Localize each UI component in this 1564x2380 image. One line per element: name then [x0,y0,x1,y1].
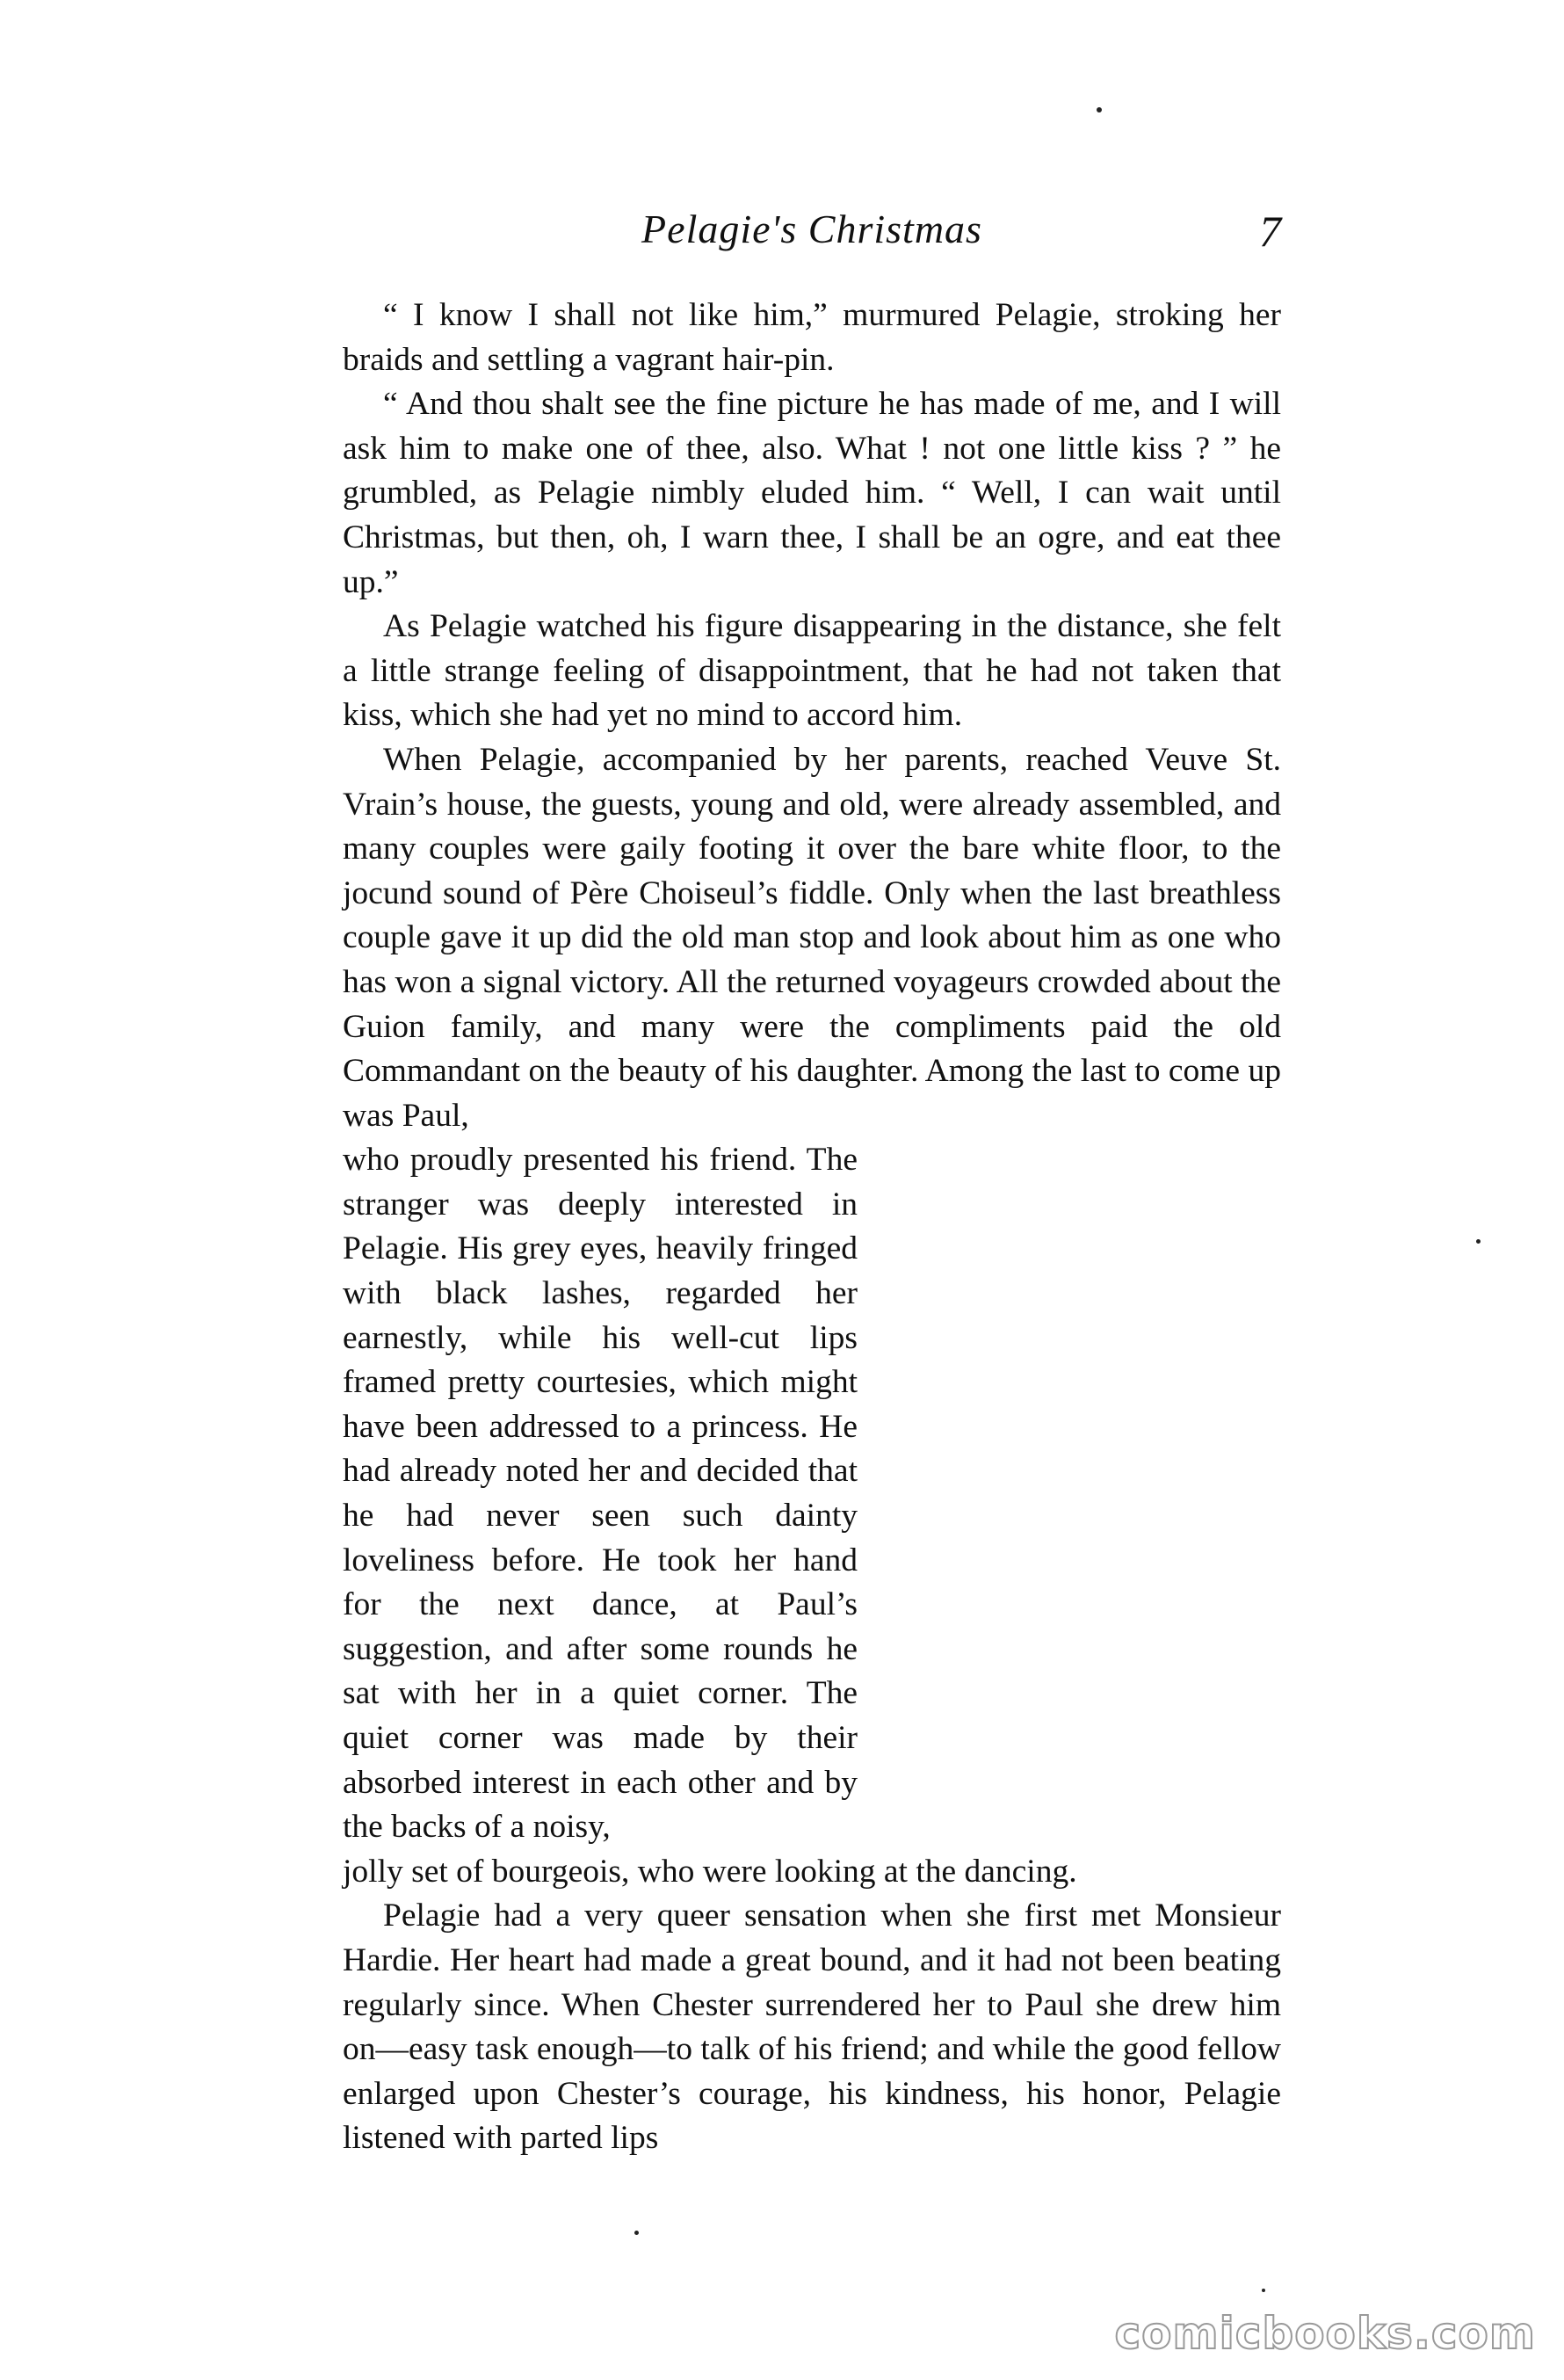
dust-speck [1097,107,1102,112]
narrow-text-block: who proudly presented his friend. The stranger was deeply interested in Pelagie. His grey eyes, heavily fringed with black lashes, regarded her earnestly, while his well-cut lips framed pretty courtesies, which might have been addressed to a princess. He had already noted her and decided that he had never seen such dainty loveliness before. He took her hand for the next dance, at Paul’s suggestion, and after some rounds he sat with her in a quiet corner. The quiet corner was made by their absorbed interest in each other and by the backs of a noisy, [343,1142,858,1846]
page-number: 7 [1259,207,1281,256]
dust-speck [634,2231,639,2235]
page-header [343,200,1281,262]
paragraph-5: Pelagie had a very queer sensation when she first met Monsieur Hardie. Her heart had made a great bound, and it had not been beating regularly since. When Chester surrendered her to Paul she drew him on—easy task enough—to talk of his friend; and while the good fellow enlarged upon Chester’s courage, his kindness, his honor, Pelagie listened with parted lips [343,1897,1281,2157]
paragraph-3: As Pelagie watched his figure disappearing in the distance, she felt a little strange feeling of disappointment, that he had not taken that kiss, which she had yet no mind to accord him. [343,608,1281,734]
continuation-line: jolly set of bourgeois, who were looking at the dancing. [343,1853,1077,1890]
running-title: Pelagie's Christmas [641,207,982,251]
paragraph-2: “ And thou shalt see the fine picture he has made of me, and I will ask him to make one of thee, also. What ! not one little kiss ? ” he grumbled, as Pelagie nimbly eluded him. “ Well, I can wait until Christmas, but then, oh, I warn thee, I shall be an ogre, and eat thee up.” [343,386,1281,600]
body-text [343,294,1281,2161]
dust-speck [1476,1239,1481,1244]
dust-speck [1262,2289,1265,2292]
paragraph-1: “ I know I shall not like him,” murmured Pelagie, stroking her braids and settling a vagrant hair-pin. [343,297,1281,378]
paragraph-4: When Pelagie, accompanied by her parents, reached Veuve St. Vrain’s house, the guests, young and old, were already assembled, and many couples were gaily footing it over the bare white floor, to the jocund sound of Père Choiseul’s fiddle. Only when the last breathless couple gave it up did the old man stop and look about him as one who has won a signal victory. All the returned voyageurs crowded about the Guion family, and many were the compliments paid the old Commandant on the beauty of his daughter. Among the last to come up was Paul, [343,741,1281,1134]
watermark-logo: comicbooks.com [1114,2308,1536,2359]
